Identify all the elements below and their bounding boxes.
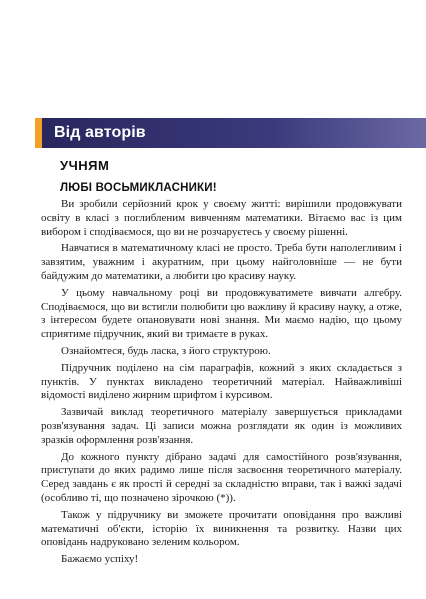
paragraph-5: Підручник поділено на сім параграфів, кожний з яких складається з пунктів. У пунктах викладено теоретичний матеріал. Найважливіші відомості виділено жирним шрифтом і курсивом. [41, 361, 402, 402]
paragraph-2: Навчатися в математичному класі не просто. Треба бути наполегливим і завзятим, уважним і акуратним, при цьому найголовніше — не бути байдужим до математики, а любити цю красиву науку. [41, 242, 402, 282]
header-background [42, 118, 426, 148]
header-accent-stripe [35, 118, 42, 148]
greeting-heading: ЛЮБІ ВОСЬМИКЛАСНИКИ! [60, 182, 217, 194]
students-heading: УЧНЯМ [60, 158, 110, 173]
paragraph-8: Також у підручнику ви зможете прочитати оповідання про важливі математичні об'єкти, історію їх виникнення та розвитку. Назви цих оповідань надруковано зеленим кольором. [41, 508, 402, 549]
paragraph-9: Бажаємо успіху! [61, 553, 139, 566]
section-header-bar [35, 118, 426, 148]
paragraph-1: Ви зробили серйозний крок у своєму житті: вирішили продовжувати освіту в класі з поглибленим вивченням математики. Вітаємо вас із цим вибором і сподіваємося, що ви не розчаруєтесь у своєму рішенні. [41, 198, 402, 238]
paragraph-6: Зазвичай виклад теоретичного матеріалу завершується прикладами розв'язування задач. Ці записи можна розглядати як один із можливих зразків оформлення розв'язання. [41, 406, 402, 446]
page-title: Від авторів [54, 124, 146, 141]
paragraph-3: У цьому навчальному році ви продовжуватимете вивчати алгебру. Сподіваємося, що ви встигли полюбити цю важливу й красиву науку, а отже, з інтересом будете опановувати нові знання. Ми маємо надію, що цьому сприятиме підручник, який ви тримаєте в руках. [41, 286, 402, 341]
paragraph-7: До кожного пункту дібрано задачі для самостійного розв'язування, приступати до яких радимо лише після засвоєння теоретичного матеріалу. Серед завдань є як прості й середні за складністю вправи, так і важкі задачі (особливо ті, що позначено зірочкою (*)). [41, 450, 402, 504]
body-text [41, 198, 402, 567]
paragraph-4: Ознайомтеся, будь ласка, з його структурою. [61, 344, 271, 357]
